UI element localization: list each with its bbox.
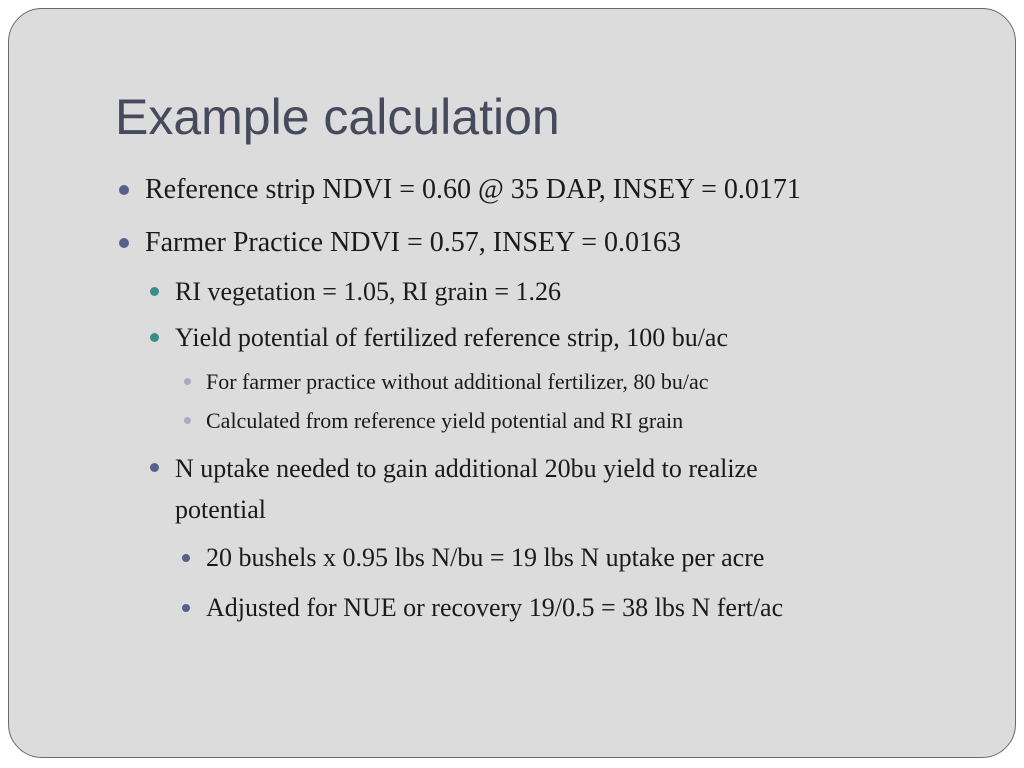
bullet-dot-icon xyxy=(119,185,129,195)
slide-title: Example calculation xyxy=(115,89,560,145)
bullet-farmer-80bu xyxy=(206,367,708,397)
bullet-dot-icon xyxy=(119,238,129,248)
bullet-farmer-practice xyxy=(145,223,681,263)
bullet-adjusted-nue xyxy=(206,588,783,628)
bullet-text: Yield potential of fertilized reference strip, 100 bu/ac xyxy=(175,323,728,352)
bullet-calculated-from xyxy=(206,406,683,436)
bullet-yield-potential xyxy=(175,318,728,358)
bullet-reference-strip xyxy=(145,170,801,210)
bullet-text: Farmer Practice NDVI = 0.57, INSEY = 0.0163 xyxy=(145,227,681,258)
bullet-text: 20 bushels x 0.95 lbs N/bu = 19 lbs N uptake per acre xyxy=(206,543,765,572)
bullet-dot-icon xyxy=(150,333,159,342)
bullet-text: RI vegetation = 1.05, RI grain = 1.26 xyxy=(175,277,562,306)
bullet-dot-icon xyxy=(150,287,159,296)
bullet-dot-icon xyxy=(184,378,191,385)
slide xyxy=(8,8,1016,758)
bullet-dot-icon xyxy=(184,417,191,424)
bullet-dot-icon xyxy=(150,463,159,472)
bullet-text: For farmer practice without additional fertilizer, 80 bu/ac xyxy=(206,369,709,394)
bullet-n-uptake xyxy=(175,448,758,530)
bullet-text-continued: potential xyxy=(175,495,266,524)
bullet-text: Calculated from reference yield potential and RI grain xyxy=(206,408,684,433)
bullet-dot-icon xyxy=(182,604,190,612)
bullet-text: Adjusted for NUE or recovery 19/0.5 = 38 lbs N fert/ac xyxy=(206,593,784,622)
bullet-text: Reference strip NDVI = 0.60 @ 35 DAP, INSEY = 0.0171 xyxy=(145,174,801,205)
bullet-ri-values xyxy=(175,272,561,312)
bullet-text: N uptake needed to gain additional 20bu yield to realize xyxy=(175,454,758,483)
bullet-20-bushels xyxy=(206,538,764,578)
bullet-dot-icon xyxy=(182,554,190,562)
